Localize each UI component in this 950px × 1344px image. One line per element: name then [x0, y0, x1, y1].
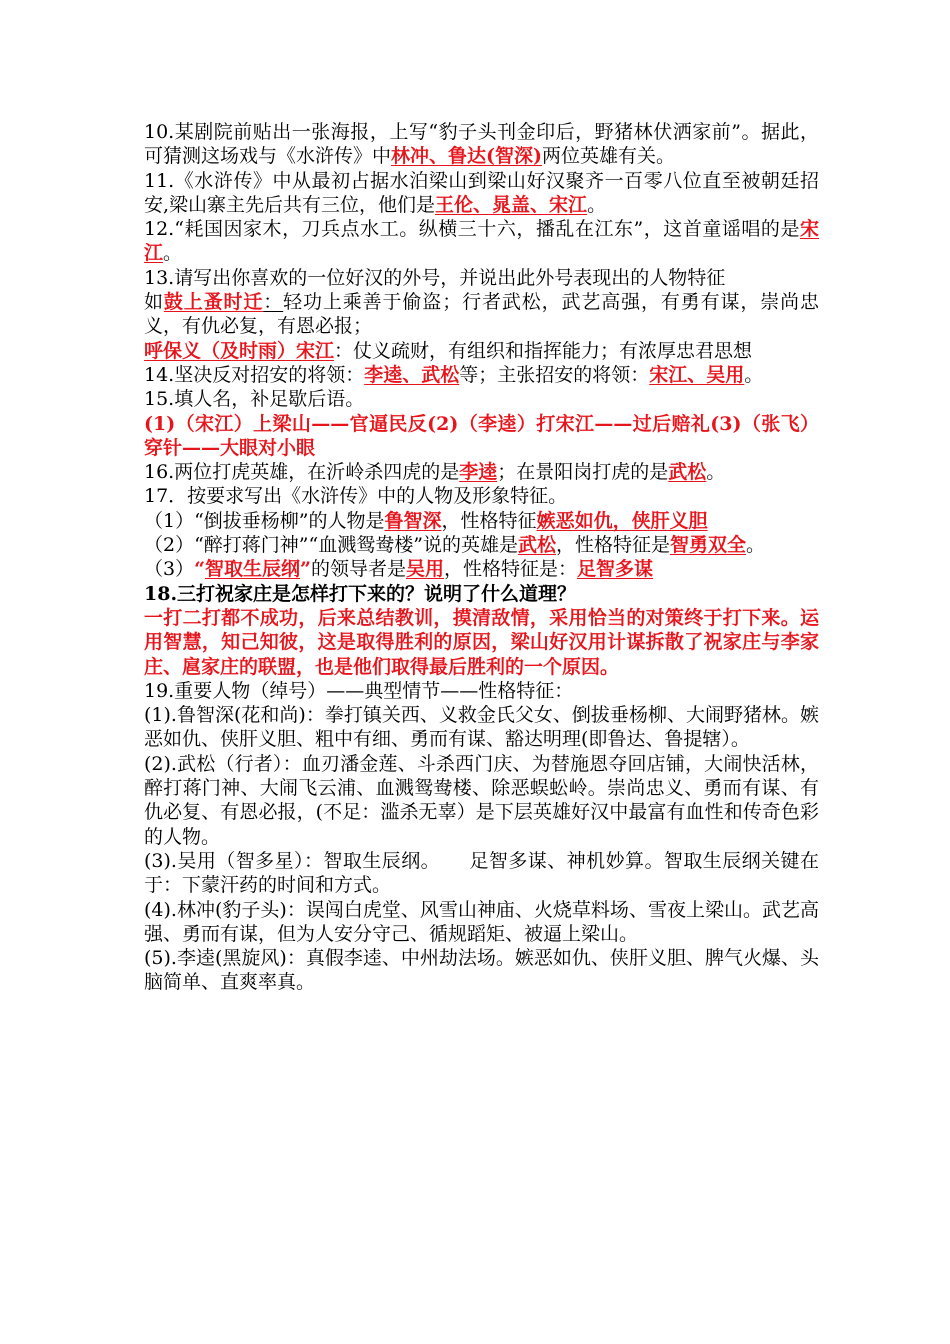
answer-text: 武松	[668, 461, 707, 484]
question-text: 。	[746, 534, 766, 557]
paragraph	[144, 898, 819, 947]
question-text: （2）“醉打蒋门神”“血溅鸳鸯楼”说的英雄是	[144, 534, 518, 557]
answer-text: 林冲、鲁达(智深)	[391, 145, 542, 168]
question-text: 。	[587, 193, 607, 216]
paragraph	[144, 412, 819, 461]
paragraph	[144, 582, 819, 606]
question-text: ，性格特征是	[555, 534, 670, 557]
question-text: 17．按要求写出《水浒传》中的人物及形象特征。	[144, 485, 568, 508]
question-text: 10.某剧院前贴出一张海报，上写“豹子头刊金印后，野猪林伏洒家前”。据此，可猜测这场戏与《水浒传》中	[144, 121, 819, 168]
answer-text: 智取生辰纲	[205, 558, 301, 581]
question-text: 16.两位打虎英雄，在沂岭杀四虎的是	[144, 461, 460, 484]
question-text: ，性格特征是：	[444, 558, 578, 581]
question-text: 。	[163, 242, 183, 265]
question-text: 两位英雄有关。	[542, 145, 676, 168]
paragraph	[144, 266, 819, 290]
question-text: ：仗义疏财，有组织和指挥能力；有浓厚忠君思想	[334, 339, 753, 362]
answer-text: 一打二打都不成功，后来总结教训，摸清敌情，采用恰当的对策终于打下来。运用智慧，知己知彼，这是取得胜利的原因，梁山好汉用计谋拆散了祝家庄与李家庄、扈家庄的联盟，也是他们取得最后胜利的一个原因。	[144, 606, 819, 678]
answer-text: 足智多谋	[577, 558, 654, 581]
paragraph	[144, 946, 819, 995]
question-text: 12.“耗国因家木，刀兵点水工。纵横三十六，播乱在江东”，这首童谣唱的是	[144, 218, 800, 241]
question-text: (2).武松（行者）：血刃潘金莲、斗杀西门庆、为替施恩夺回店铺，大闹快活林，醉打蒋门神、大闹飞云浦、血溅鸳鸯楼、除恶蜈蚣岭。崇尚忠义、勇而有谋、有仇必复、有恩必报，(不足：滥杀无辜）是下层英雄好汉中最富有血性和传奇色彩的人物。	[144, 752, 819, 848]
paragraph	[144, 557, 819, 581]
answer-text: ”	[300, 558, 311, 581]
answer-text: “	[194, 558, 206, 581]
paragraph	[144, 217, 819, 266]
question-text: 11.《水浒传》中从最初占据水泊梁山到梁山好汉聚齐一百零八位直至被朝廷招安,梁山寨主先后共有三位，他们是	[144, 169, 819, 216]
answer-text: 宋江	[144, 218, 819, 265]
paragraph	[144, 509, 819, 533]
answer-text: 智勇双全	[669, 534, 746, 557]
answer-text: 吴用	[406, 558, 445, 581]
paragraph	[144, 460, 819, 484]
answer-text: 王伦、晁盖、宋江	[435, 193, 588, 216]
answer-text: (1)（宋江）上梁山——官逼民反(2)（李逵）打宋江——过后赔礼(3)（张飞）穿针——大眼对小眼	[144, 412, 819, 459]
question-text: 如	[144, 291, 164, 314]
question-text: 的领导者是	[310, 558, 406, 581]
question-text: (4).林冲(豹子头)：误闯白虎堂、风雪山神庙、火烧草料场、雪夜上梁山。武艺高强、勇而有谋，但为人安分守己、循规蹈矩、被逼上梁山。	[144, 898, 819, 945]
paragraph	[144, 363, 819, 387]
answer-text: 嫉恶如仇，侠肝义胆	[536, 509, 708, 532]
paragraph	[144, 703, 819, 752]
answer-text: ：	[263, 291, 284, 314]
question-text: 等；主张招安的将领：	[459, 363, 650, 386]
answer-text: 呼保义（及时雨）宋江	[144, 339, 335, 362]
paragraph	[144, 606, 819, 679]
question-text: 。	[706, 461, 726, 484]
paragraph	[144, 387, 819, 411]
answer-text: 鲁智深	[384, 509, 442, 532]
question-text: 19.重要人物（绰号）——典型情节——性格特征：	[144, 679, 574, 702]
question-text: 轻功上乘善于偷盗；行者武松，武艺高强，有勇有谋，崇尚忠义，有仇必复，有恩必报；	[144, 291, 819, 338]
question-text: 14.坚决反对招安的将领：	[144, 363, 365, 386]
question-text: (1).鲁智深(花和尚)：拳打镇关西、义救金氏父女、倒拔垂杨柳、大闹野猪林。嫉恶如仇、侠肝义胆、粗中有细、勇而有谋、豁达明理(即鲁达、鲁提辖）。	[144, 704, 819, 751]
answer-text: 鼓上蚤时迁	[163, 291, 264, 314]
question-text: （1）“倒拔垂杨柳”的人物是	[144, 509, 385, 532]
question-text: ；在景阳岗打虎的是	[497, 461, 669, 484]
paragraph	[144, 484, 819, 508]
answer-text: 18.三打祝家庄是怎样打下来的？说明了什么道理？	[144, 582, 577, 605]
answer-text: 宋江、吴用	[649, 363, 745, 386]
paragraph	[144, 169, 819, 218]
paragraph	[144, 533, 819, 557]
question-text: ，性格特征	[441, 509, 537, 532]
paragraph	[144, 679, 819, 703]
answer-text: 李逵	[459, 461, 498, 484]
answer-text: 李逵、武松	[364, 363, 460, 386]
document-body	[144, 120, 819, 995]
question-text: (5).李逵(黑旋风)：真假李逵、中州劫法场。嫉恶如仇、侠肝义胆、脾气火爆、头脑简单、直爽率真。	[144, 947, 819, 994]
paragraph	[144, 849, 819, 898]
paragraph	[144, 120, 819, 169]
paragraph	[144, 752, 819, 849]
paragraph	[144, 339, 819, 363]
question-text: 15.填人名，补足歇后语。	[144, 388, 365, 411]
answer-text: 武松	[517, 534, 556, 557]
question-text: (3).吴用（智多星）：智取生辰纲。 足智多谋、神机妙算。智取生辰纲关键在于：下蒙汗药的时间和方式。	[144, 849, 819, 897]
question-text: （3）	[144, 558, 195, 581]
paragraph	[144, 290, 819, 339]
question-text: 。	[744, 363, 764, 386]
question-text: 13.请写出你喜欢的一位好汉的外号，并说出此外号表现出的人物特征	[144, 266, 726, 289]
